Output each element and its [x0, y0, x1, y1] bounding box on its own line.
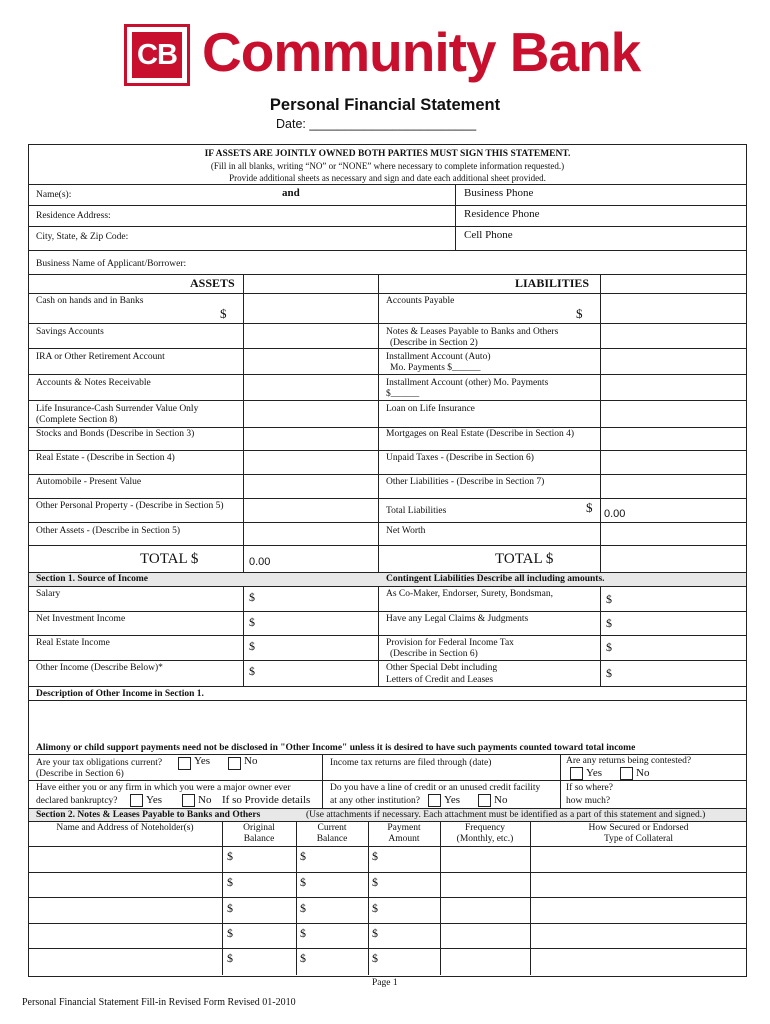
tax-current-label: Are your tax obligations current? — [36, 758, 163, 768]
other-assets-label: Other Assets - (Describe in Section 5) — [36, 526, 181, 536]
col-secured-sub: Type of Collateral — [604, 834, 673, 844]
credit-yes-label: Yes — [444, 794, 461, 806]
payable-dollar: $ — [576, 306, 583, 321]
col-secured: How Secured or Endorsed — [588, 823, 689, 833]
row3-original-dollar: $ — [227, 901, 233, 915]
unpaid-taxes-label: Unpaid Taxes - (Describe in Section 6) — [386, 453, 534, 463]
row2-original-dollar: $ — [227, 875, 233, 889]
cash-label: Cash on hands and in Banks — [36, 296, 144, 306]
real-estate-income-dollar: $ — [249, 639, 255, 653]
ira-label: IRA or Other Retirement Account — [36, 352, 165, 362]
other-income-desc-header: Description of Other Income in Section 1. — [36, 689, 204, 699]
row3-current-dollar: $ — [300, 901, 306, 915]
document-title: Personal Financial Statement — [269, 96, 501, 114]
personal-property-label: Other Personal Property - (Describe in Section 5) — [36, 501, 224, 511]
life-insurance-sublabel: (Complete Section 8) — [36, 415, 118, 425]
business-phone-label: Business Phone — [464, 187, 534, 199]
special-debt-sublabel: Letters of Credit and Leases — [386, 675, 494, 685]
contingent-header: Contingent Liabilities Describe all including amounts. — [386, 574, 605, 584]
contested-no-label: No — [636, 767, 650, 779]
payable-label: Accounts Payable — [386, 296, 455, 306]
cell-phone-label: Cell Phone — [464, 229, 513, 241]
bankruptcy-yes-checkbox[interactable] — [130, 794, 143, 807]
net-worth-label: Net Worth — [386, 526, 426, 536]
credit-how-much-label: how much? — [566, 796, 611, 806]
savings-label: Savings Accounts — [36, 327, 104, 337]
tax-current-no-checkbox[interactable] — [228, 757, 241, 770]
row2-current-dollar: $ — [300, 875, 306, 889]
section1-header: Section 1. Source of Income — [36, 574, 148, 584]
comaker-label: As Co-Maker, Endorser, Surety, Bondsman, — [386, 589, 553, 599]
contested-yes-label: Yes — [586, 767, 603, 779]
bankruptcy-details-label: If so Provide details — [222, 794, 311, 806]
col-frequency-sub: (Monthly, etc.) — [456, 834, 514, 844]
other-liabilities-label: Other Liabilities - (Describe in Section 7) — [386, 477, 545, 487]
credit-line-sublabel: at any other institution? — [330, 796, 420, 806]
install-other-payments: $______ — [386, 389, 420, 399]
alimony-notice: Alimony or child support payments need not be disclosed in "Other Income" unless it is desired to have such payments counted toward total income — [36, 743, 636, 753]
row4-original-dollar: $ — [227, 926, 233, 940]
joint-notice: IF ASSETS ARE JOINTLY OWNED BOTH PARTIES MUST SIGN THIS STATEMENT. — [204, 149, 571, 159]
bank-name: Community Bank — [202, 21, 641, 83]
page-number: Page 1 — [372, 978, 398, 988]
row1-original-dollar: $ — [227, 849, 233, 863]
col-payment-sub: Amount — [388, 834, 420, 844]
col-frequency: Frequency — [464, 823, 506, 833]
other-income-dollar: $ — [249, 664, 255, 678]
loan-life-label: Loan on Life Insurance — [386, 404, 475, 414]
col-current-sub: Balance — [316, 834, 348, 844]
business-name-label: Business Name of Applicant/Borrower: — [36, 259, 187, 269]
investment-label: Net Investment Income — [36, 614, 126, 624]
life-insurance-label: Life Insurance-Cash Surrender Value Only — [36, 404, 199, 414]
tax-current-yes-label: Yes — [194, 755, 211, 767]
install-auto-label: Installment Account (Auto) — [386, 352, 491, 362]
row5-payment-dollar: $ — [372, 951, 378, 965]
section2-header: Section 2. Notes & Leases Payable to Banks and Others — [36, 810, 261, 820]
contested-no-checkbox[interactable] — [620, 767, 633, 780]
row2-payment-dollar: $ — [372, 875, 378, 889]
col-noteholder: Name and Address of Noteholder(s) — [56, 823, 194, 833]
row4-current-dollar: $ — [300, 926, 306, 940]
salary-dollar: $ — [249, 590, 255, 604]
contested-yes-checkbox[interactable] — [570, 767, 583, 780]
names-label: Name(s): — [36, 190, 72, 200]
fill-notice: (Fill in all blanks, writing “NO” or “NONE” where necessary to complete information requested.) — [210, 161, 565, 171]
notes-label: Notes & Leases Payable to Banks and Others — [386, 327, 559, 337]
salary-label: Salary — [36, 589, 61, 599]
other-income-desc-field[interactable] — [30, 702, 744, 740]
tax-current-yes-checkbox[interactable] — [178, 757, 191, 770]
city-state-zip-label: City, State, & Zip Code: — [36, 232, 129, 242]
other-income-label: Other Income (Describe Below)* — [36, 663, 163, 673]
col-original: Original — [243, 823, 275, 833]
bankruptcy-no-checkbox[interactable] — [182, 794, 195, 807]
row5-current-dollar: $ — [300, 951, 306, 965]
tax-provision-label: Provision for Federal Income Tax — [386, 638, 514, 648]
tax-current-no-label: No — [244, 755, 258, 767]
residence-address-label: Residence Address: — [36, 211, 111, 221]
bankruptcy-label: Have either you or any firm in which you were a major owner ever — [36, 783, 291, 793]
tax-provision-dollar: $ — [606, 640, 612, 654]
legal-claims-dollar: $ — [606, 616, 612, 630]
row3-payment-dollar: $ — [372, 901, 378, 915]
col-current: Current — [317, 823, 347, 833]
tax-provision-sublabel: (Describe in Section 6) — [390, 649, 478, 659]
bankruptcy-yes-label: Yes — [146, 794, 163, 806]
assets-total-label: TOTAL $ — [140, 551, 199, 567]
section2-note: (Use attachments if necessary. Each attachment must be identified as a part of this statement and signed.) — [306, 810, 706, 820]
comaker-dollar: $ — [606, 592, 612, 606]
credit-where-label: If so where? — [566, 783, 613, 793]
total-liabilities-dollar: $ — [586, 500, 593, 515]
cash-dollar: $ — [220, 306, 227, 321]
notes-sublabel: (Describe in Section 2) — [390, 338, 478, 348]
credit-no-checkbox[interactable] — [478, 794, 491, 807]
credit-no-label: No — [494, 794, 508, 806]
residence-phone-label: Residence Phone — [464, 208, 540, 220]
form-revision: Personal Financial Statement Fill-in Revised Form Revised 01-2010 — [22, 997, 296, 1008]
install-auto-payments: Mo. Payments $______ — [390, 363, 481, 373]
bankruptcy-no-label: No — [198, 794, 212, 806]
bank-logo — [124, 21, 664, 88]
row4-payment-dollar: $ — [372, 926, 378, 940]
investment-dollar: $ — [249, 615, 255, 629]
bankruptcy-sublabel: declared bankruptcy? — [36, 796, 118, 806]
date-field[interactable]: Date: ________________________ — [276, 117, 477, 131]
install-other-label: Installment Account (other) Mo. Payments — [386, 378, 549, 388]
assets-total-value[interactable]: 0.00 — [249, 556, 271, 568]
sheets-notice: Provide additional sheets as necessary and sign and date each additional sheet provided. — [229, 173, 546, 183]
total-liabilities-value[interactable]: 0.00 — [604, 508, 626, 520]
real-estate-label: Real Estate - (Describe in Section 4) — [36, 453, 175, 463]
col-original-sub: Balance — [243, 834, 275, 844]
contested-label: Are any returns being contested? — [566, 756, 692, 766]
receivable-label: Accounts & Notes Receivable — [36, 378, 151, 388]
assets-header: ASSETS — [190, 276, 235, 290]
special-debt-label: Other Special Debt including — [386, 663, 498, 673]
row5-original-dollar: $ — [227, 951, 233, 965]
cb-logo-mark: CB — [124, 24, 190, 86]
credit-yes-checkbox[interactable] — [428, 794, 441, 807]
special-debt-dollar: $ — [606, 666, 612, 680]
mortgages-label: Mortgages on Real Estate (Describe in Section 4) — [386, 429, 575, 439]
stocks-label: Stocks and Bonds (Describe in Section 3) — [36, 429, 195, 439]
tax-current-sublabel: (Describe in Section 6) — [36, 769, 124, 779]
row1-current-dollar: $ — [300, 849, 306, 863]
row1-payment-dollar: $ — [372, 849, 378, 863]
legal-claims-label: Have any Legal Claims & Judgments — [386, 614, 529, 624]
col-payment: Payment — [387, 823, 421, 833]
automobile-label: Automobile - Present Value — [36, 477, 142, 487]
real-estate-income-label: Real Estate Income — [36, 638, 110, 648]
liabilities-total-label: TOTAL $ — [495, 551, 554, 567]
credit-line-label: Do you have a line of credit or an unused credit facility — [330, 783, 541, 793]
and-label: and — [282, 187, 300, 199]
liabilities-header: LIABILITIES — [515, 276, 590, 290]
total-liabilities-label: Total Liabilities — [386, 506, 447, 516]
tax-filed-label: Income tax returns are filed through (date) — [330, 758, 492, 768]
